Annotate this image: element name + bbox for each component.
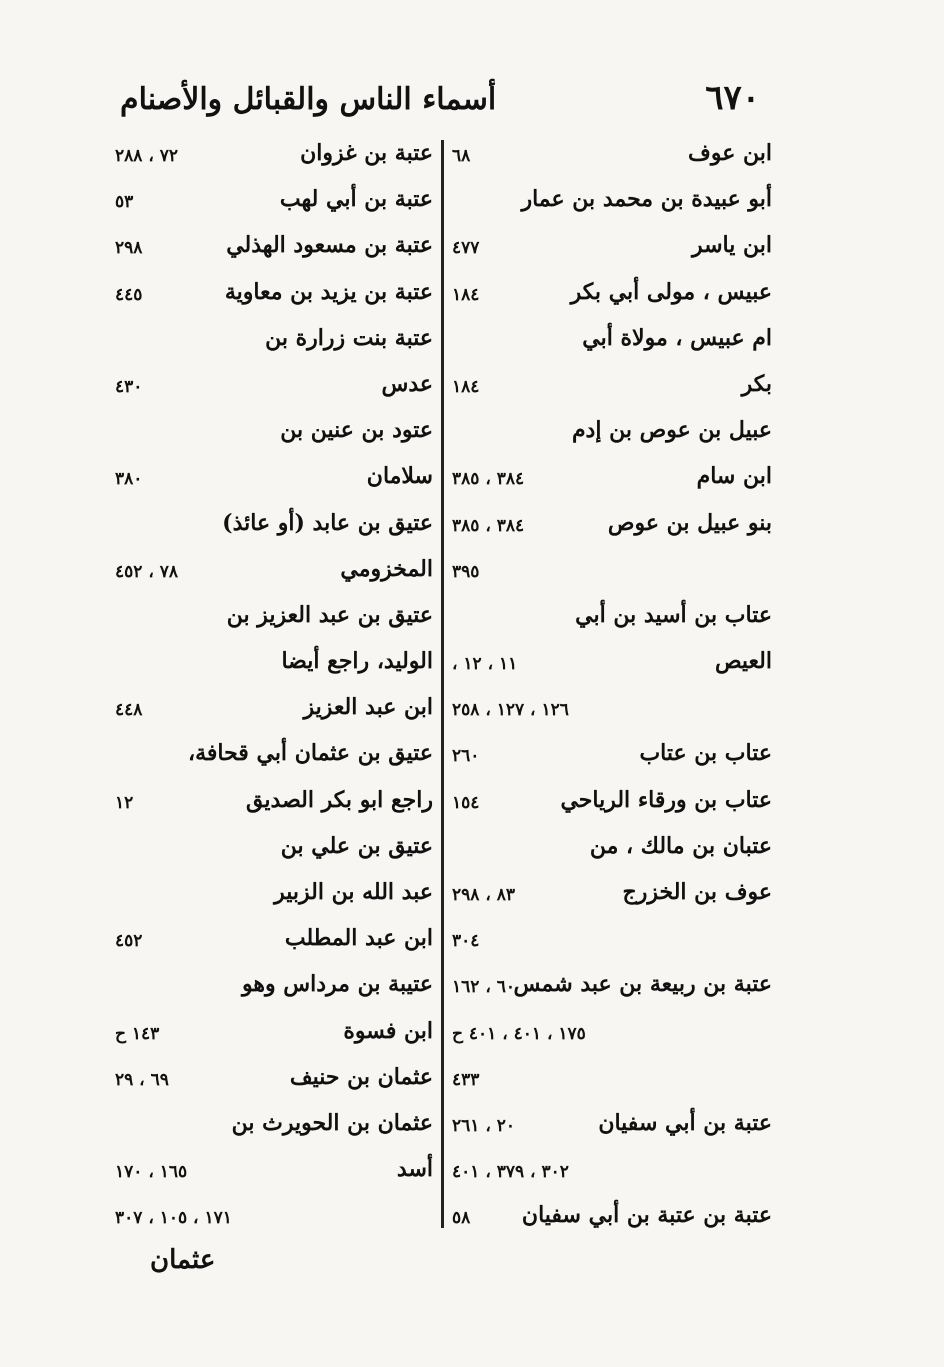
index-entry xyxy=(452,969,772,1015)
entry-name: بكر xyxy=(741,370,772,397)
index-entry xyxy=(452,508,772,554)
index-entry xyxy=(115,738,433,784)
index-entry xyxy=(452,1016,772,1062)
entry-name: العيص xyxy=(714,648,772,675)
entry-pages: ٢٩٨ xyxy=(115,238,143,259)
entry-name: أسد xyxy=(396,1156,433,1183)
entry-name: عتبة بن مسعود الهذلي xyxy=(226,232,433,259)
entry-name: عثمان بن حنيف xyxy=(289,1063,433,1090)
index-entry xyxy=(452,369,772,415)
index-entry xyxy=(115,831,433,877)
index-entry xyxy=(115,692,433,738)
index-entry xyxy=(115,785,433,831)
index-entry xyxy=(115,877,433,923)
index-entry xyxy=(452,230,772,276)
entry-name: ابن فسوة xyxy=(343,1017,433,1044)
entry-name: عتاب بن ورقاء الرياحي xyxy=(560,786,772,813)
entry-pages: ١٧٥ ، ٤٠١ ، ٤٠١ ح xyxy=(452,1023,586,1044)
index-entry xyxy=(452,415,772,461)
entry-pages: ٤٣٠ xyxy=(115,376,143,397)
index-entry xyxy=(115,1108,433,1154)
entry-name: ابن سام xyxy=(696,463,772,490)
catchword: عثمان xyxy=(150,1245,216,1275)
entry-name: الوليد، راجع أيضا xyxy=(281,648,433,675)
entry-pages: ١٢ xyxy=(115,792,134,813)
entry-name: عتبة بن يزيد بن معاوية xyxy=(224,278,433,305)
entry-pages: ١١ ، ١٢ ، xyxy=(452,654,518,675)
entry-pages: ٧٨ ، ٤٥٢ xyxy=(115,561,178,582)
entry-name: عتبة بن غزوان xyxy=(300,140,433,166)
column-divider xyxy=(441,140,444,1228)
entry-name: عتبة بن عتبة بن أبي سفيان xyxy=(521,1202,772,1229)
index-entry xyxy=(452,277,772,323)
index-entry xyxy=(452,554,772,600)
entry-name: عثمان بن الحويرث بن xyxy=(231,1109,433,1136)
entry-name: المخزومي xyxy=(340,555,433,582)
index-entry xyxy=(115,646,433,692)
page-number: ٦٧٠ xyxy=(705,78,760,118)
index-entry xyxy=(452,923,772,969)
entry-name: عتاب بن أسيد بن أبي xyxy=(575,601,772,628)
entry-pages: ١٨٤ xyxy=(452,376,480,397)
entry-pages: ٥٣ xyxy=(115,192,134,213)
entry-name: ام عبيس ، مولاة أبي xyxy=(582,324,772,351)
index-entry xyxy=(115,923,433,969)
entry-name: ابن عوف xyxy=(688,140,772,166)
index-entry xyxy=(452,138,772,184)
entry-pages: ٢٦٠ xyxy=(452,746,480,767)
page-title: أسماء الناس والقبائل والأصنام xyxy=(120,82,497,117)
entry-pages: ٣٨٤ ، ٣٨٥ xyxy=(452,469,525,490)
entry-pages: ٤٧٧ xyxy=(452,238,480,259)
index-entry xyxy=(115,230,433,276)
entry-pages: ١٦٥ ، ١٧٠ xyxy=(115,1162,188,1183)
entry-pages: ٣٨٤ ، ٣٨٥ xyxy=(452,515,525,536)
entry-pages: ٢٠ ، ٢٦١ xyxy=(452,1115,515,1136)
entry-pages: ١٧١ ، ١٠٥ ، ٣٠٧ xyxy=(115,1208,232,1229)
entry-name: عتيق بن عابد (أو عائذ) xyxy=(222,509,433,536)
entry-name: عتبة بن أبي سفيان xyxy=(598,1109,772,1136)
entry-pages: ٧٢ ، ٢٨٨ xyxy=(115,146,178,166)
entry-pages: ٤٥٢ xyxy=(115,931,143,952)
index-entry xyxy=(452,600,772,646)
index-column-right xyxy=(452,138,772,1247)
entry-name: عتيبة بن مرداس وهو xyxy=(242,971,433,998)
entry-name: عتبان بن مالك ، من xyxy=(589,832,772,859)
index-entry xyxy=(115,1200,433,1246)
index-column-left xyxy=(115,138,433,1247)
index-entry xyxy=(115,277,433,323)
entry-pages: ١٤٣ ح xyxy=(115,1023,160,1044)
index-entry xyxy=(115,600,433,646)
entry-name: سلامان xyxy=(366,463,433,490)
index-entry xyxy=(452,184,772,230)
entry-name: عتود بن عنين بن xyxy=(280,417,433,444)
entry-name: أبو عبيدة بن محمد بن عمار xyxy=(521,186,772,213)
entry-pages: ١٢٦ ، ١٢٧ ، ٢٥٨ xyxy=(452,700,569,721)
index-entry xyxy=(115,1154,433,1200)
entry-name: عبيل بن عوص بن إدم xyxy=(571,417,772,444)
index-entry xyxy=(452,461,772,507)
entry-pages: ٤٤٨ xyxy=(115,700,143,721)
entry-name: عتيق بن علي بن xyxy=(280,832,433,859)
index-entry xyxy=(452,1154,772,1200)
entry-name: ابن عبد المطلب xyxy=(284,925,433,952)
entry-pages: ٦٩ ، ٢٩ xyxy=(115,1069,169,1090)
entry-name: بنو عبيل بن عوص xyxy=(607,509,772,536)
index-entry xyxy=(452,323,772,369)
entry-pages: ٦٨ xyxy=(452,146,471,166)
index-entry xyxy=(115,508,433,554)
index-entry xyxy=(452,831,772,877)
index-entry xyxy=(115,138,433,184)
entry-pages: ٥٨ xyxy=(452,1208,471,1229)
entry-name: ابن ياسر xyxy=(691,232,772,259)
entry-name: عتبة بن ربيعة بن عبد شمس xyxy=(513,971,772,998)
entry-name: عتيق بن عثمان أبي قحافة، xyxy=(187,740,433,767)
entry-name: عبيس ، مولى أبي بكر xyxy=(570,278,772,305)
index-entry xyxy=(452,646,772,692)
entry-name: عتبة بنت زرارة بن xyxy=(265,324,433,351)
index-entry xyxy=(452,1108,772,1154)
index-entry xyxy=(115,415,433,461)
entry-pages: ٣٠٢ ، ٣٧٩ ، ٤٠١ xyxy=(452,1162,569,1183)
entry-pages: ٣٨٠ xyxy=(115,469,143,490)
page-header xyxy=(120,78,760,128)
entry-pages: ٣٩٥ xyxy=(452,561,480,582)
entry-name: عتاب بن عتاب xyxy=(639,740,772,767)
index-entry xyxy=(452,692,772,738)
entry-pages: ٤٣٣ xyxy=(452,1069,480,1090)
entry-pages: ١٥٤ xyxy=(452,792,480,813)
index-entry xyxy=(452,877,772,923)
entry-pages: ٣٠٤ xyxy=(452,931,480,952)
index-entry xyxy=(452,785,772,831)
entry-pages: ٤٤٥ xyxy=(115,284,143,305)
entry-name: عبد الله بن الزبير xyxy=(274,879,433,905)
entry-name: راجع ابو بكر الصديق xyxy=(246,786,433,813)
index-entry xyxy=(115,1016,433,1062)
index-entry xyxy=(115,554,433,600)
index-entry xyxy=(452,738,772,784)
index-entry xyxy=(115,184,433,230)
index-entry xyxy=(115,1062,433,1108)
entry-name: عتبة بن أبي لهب xyxy=(279,186,433,213)
index-entry xyxy=(115,461,433,507)
entry-pages: ٨٣ ، ٢٩٨ xyxy=(452,885,515,905)
index-entry xyxy=(452,1200,772,1246)
entry-pages: ١٨٤ xyxy=(452,284,480,305)
entry-name: ابن عبد العزيز xyxy=(303,694,433,721)
entry-pages: ٦٠ ، ١٦٢ xyxy=(452,977,515,998)
index-entry xyxy=(115,323,433,369)
entry-name: عتيق بن عبد العزيز بن xyxy=(226,601,433,628)
index-entry xyxy=(115,969,433,1015)
index-entry xyxy=(452,1062,772,1108)
entry-name: عدس xyxy=(381,370,433,397)
index-entry xyxy=(115,369,433,415)
entry-name: عوف بن الخزرج xyxy=(622,879,772,905)
